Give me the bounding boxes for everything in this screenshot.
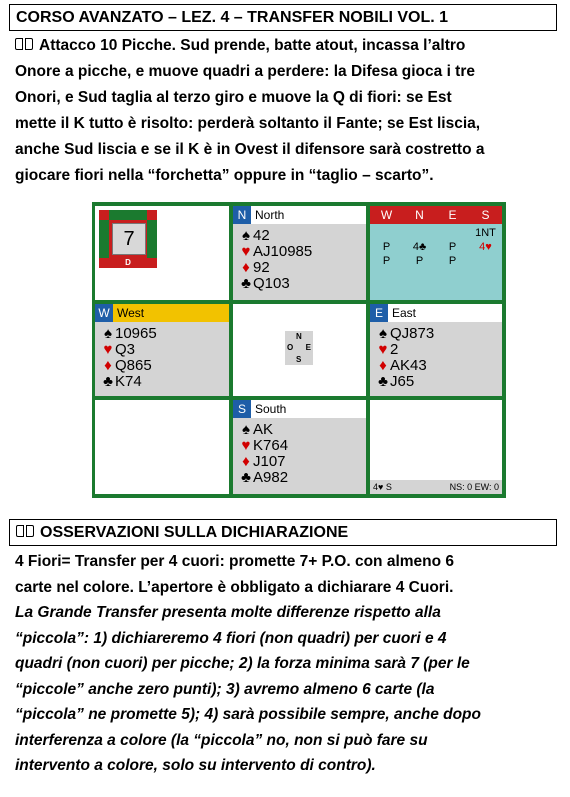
bridge-diagram [92,202,506,498]
dealer-mark: D [125,258,131,267]
bid-cell: P [382,255,391,267]
bid-cell [370,226,403,240]
compass-n: N [296,332,302,341]
spade-icon: ♠ [242,421,250,438]
east-label: East [392,306,417,320]
west-hand [95,304,229,396]
bid-header-w: W [380,208,393,222]
bid-cell: 4♣ [412,241,427,253]
bid-header-n: N [415,208,424,222]
bidding-panel [370,206,502,300]
diamond-icon: ♦ [104,357,112,374]
club-icon: ♣ [103,373,113,390]
south-spades: AK [253,421,274,438]
north-diamonds: 92 [253,259,270,276]
bid-header-e: E [448,208,457,222]
intro-line: anche Sud liscia e se il K è in Ovest il difensore sarà costretto a [15,141,485,158]
page-title-text: CORSO AVANZATO – LEZ. 4 – TRANSFER NOBILI VOL. 1 [16,9,449,26]
west-clubs: K74 [115,373,142,390]
north-badge: N [233,206,251,224]
south-diamonds: J107 [253,453,286,470]
compass-e: E [305,343,311,352]
diamond-icon: ♦ [242,259,250,276]
bidding-header [370,206,502,224]
table-center [233,304,366,396]
compass-s: S [296,355,302,364]
bidding-row [370,254,502,268]
section-italic-line: “piccola” ne promette 5); 4) sarà possibile sempre, anche dopo [15,706,481,723]
heart-icon: ♥ [378,341,388,358]
heart-icon: ♥ [241,437,251,454]
west-hearts: Q3 [115,341,136,358]
club-icon: ♣ [241,469,251,486]
club-icon: ♣ [378,373,388,390]
east-hand [370,304,502,396]
west-spades: 10965 [115,325,157,342]
diamond-icon: ♦ [242,453,250,470]
intro-line: Onore a picche, e muove quadri a perdere: la Difesa gioca i tre [15,63,475,80]
empty-cell [95,400,229,494]
heart-icon: ♥ [103,341,113,358]
section-italic-line: intervento a colore, solo su intervento di contro). [15,757,376,774]
south-label: South [255,402,287,416]
bidding-row [370,226,502,240]
south-hand [233,400,366,494]
vulnerability-square [99,210,157,268]
bid-header-s: S [481,208,490,222]
board-number: 7 [112,223,146,255]
bid-cell [469,254,502,268]
north-label: North [255,208,285,222]
section-italic-line: “piccola”: 1) dichiareremo 4 fiori (non quadri) per cuori e 4 [15,629,447,647]
diamond-icon: ♦ [379,357,387,374]
spade-icon: ♠ [242,227,250,244]
east-clubs: J65 [390,373,415,390]
bidding-row [370,240,502,254]
intro-line: Onori, e Sud taglia al terzo giro e muove la Q di fiori: se Est [15,89,452,106]
book-icon [16,525,34,538]
compass [285,331,313,365]
south-hearts: K764 [253,437,289,454]
intro-line: giocare fiori nella “forchetta” oppure in “taglio – scarto”. [15,167,434,184]
compass-o: O [287,343,294,352]
section-italic-line: quadri (non cuori) per picche; 2) la forza minima sarà 7 (per le [15,655,470,672]
east-badge: E [370,304,388,322]
result-cell [370,400,502,494]
score-label: NS: 0 EW: 0 [449,482,499,492]
west-badge: W [95,304,113,322]
bid-cell [403,226,436,240]
bid-cell: 1NT [475,227,496,239]
contract-label: 4♥ S [373,482,392,492]
bid-cell: P [415,255,424,267]
bid-cell: P [382,241,391,253]
intro-line: Attacco 10 Picche. Sud prende, batte atout, incassa l’altro [39,37,466,54]
bid-cell [436,226,469,240]
page-title [9,4,557,31]
south-badge: S [233,400,251,418]
section-line: carte nel colore. L’apertore è obbligato a dichiarare 4 Cuori. [15,578,454,596]
west-diamonds: Q865 [115,357,152,374]
north-hand [233,206,366,300]
club-icon: ♣ [241,275,251,292]
bid-cell: P [448,241,457,253]
spade-icon: ♠ [379,325,387,342]
west-label: West [117,306,145,320]
section-italic-line: La Grande Transfer presenta molte differenze rispetto alla [15,604,441,621]
section-title [9,519,557,546]
section-italic-line: “piccole” anche zero punti); 3) avremo almeno 6 carte (la [15,680,435,698]
section-italic-line: interferenza a colore (la “piccola” no, non si può fare su [15,731,428,749]
section-line: 4 Fiori= Transfer per 4 cuori: promette 7+ P.O. con almeno 6 [15,553,455,570]
bid-cell: 4♥ [479,241,492,253]
result-footer [370,480,502,494]
bid-cell: P [448,255,457,267]
intro-line: mette il K tutto è risolto: perderà soltanto il Fante; se Est liscia, [15,115,481,132]
section-title-text: OSSERVAZIONI SULLA DICHIARAZIONE [40,524,349,541]
east-hearts: 2 [390,341,399,358]
section-body [9,549,557,779]
south-clubs: A982 [253,469,289,486]
spade-icon: ♠ [104,325,112,342]
east-spades: QJ873 [390,325,435,342]
north-clubs: Q103 [253,275,290,292]
board-number-cell [95,206,229,300]
heart-icon: ♥ [241,243,251,260]
book-icon [15,38,33,51]
east-diamonds: AK43 [390,357,427,374]
north-hearts: AJ10985 [253,243,313,260]
north-spades: 42 [253,227,270,244]
intro-paragraph [9,33,557,189]
